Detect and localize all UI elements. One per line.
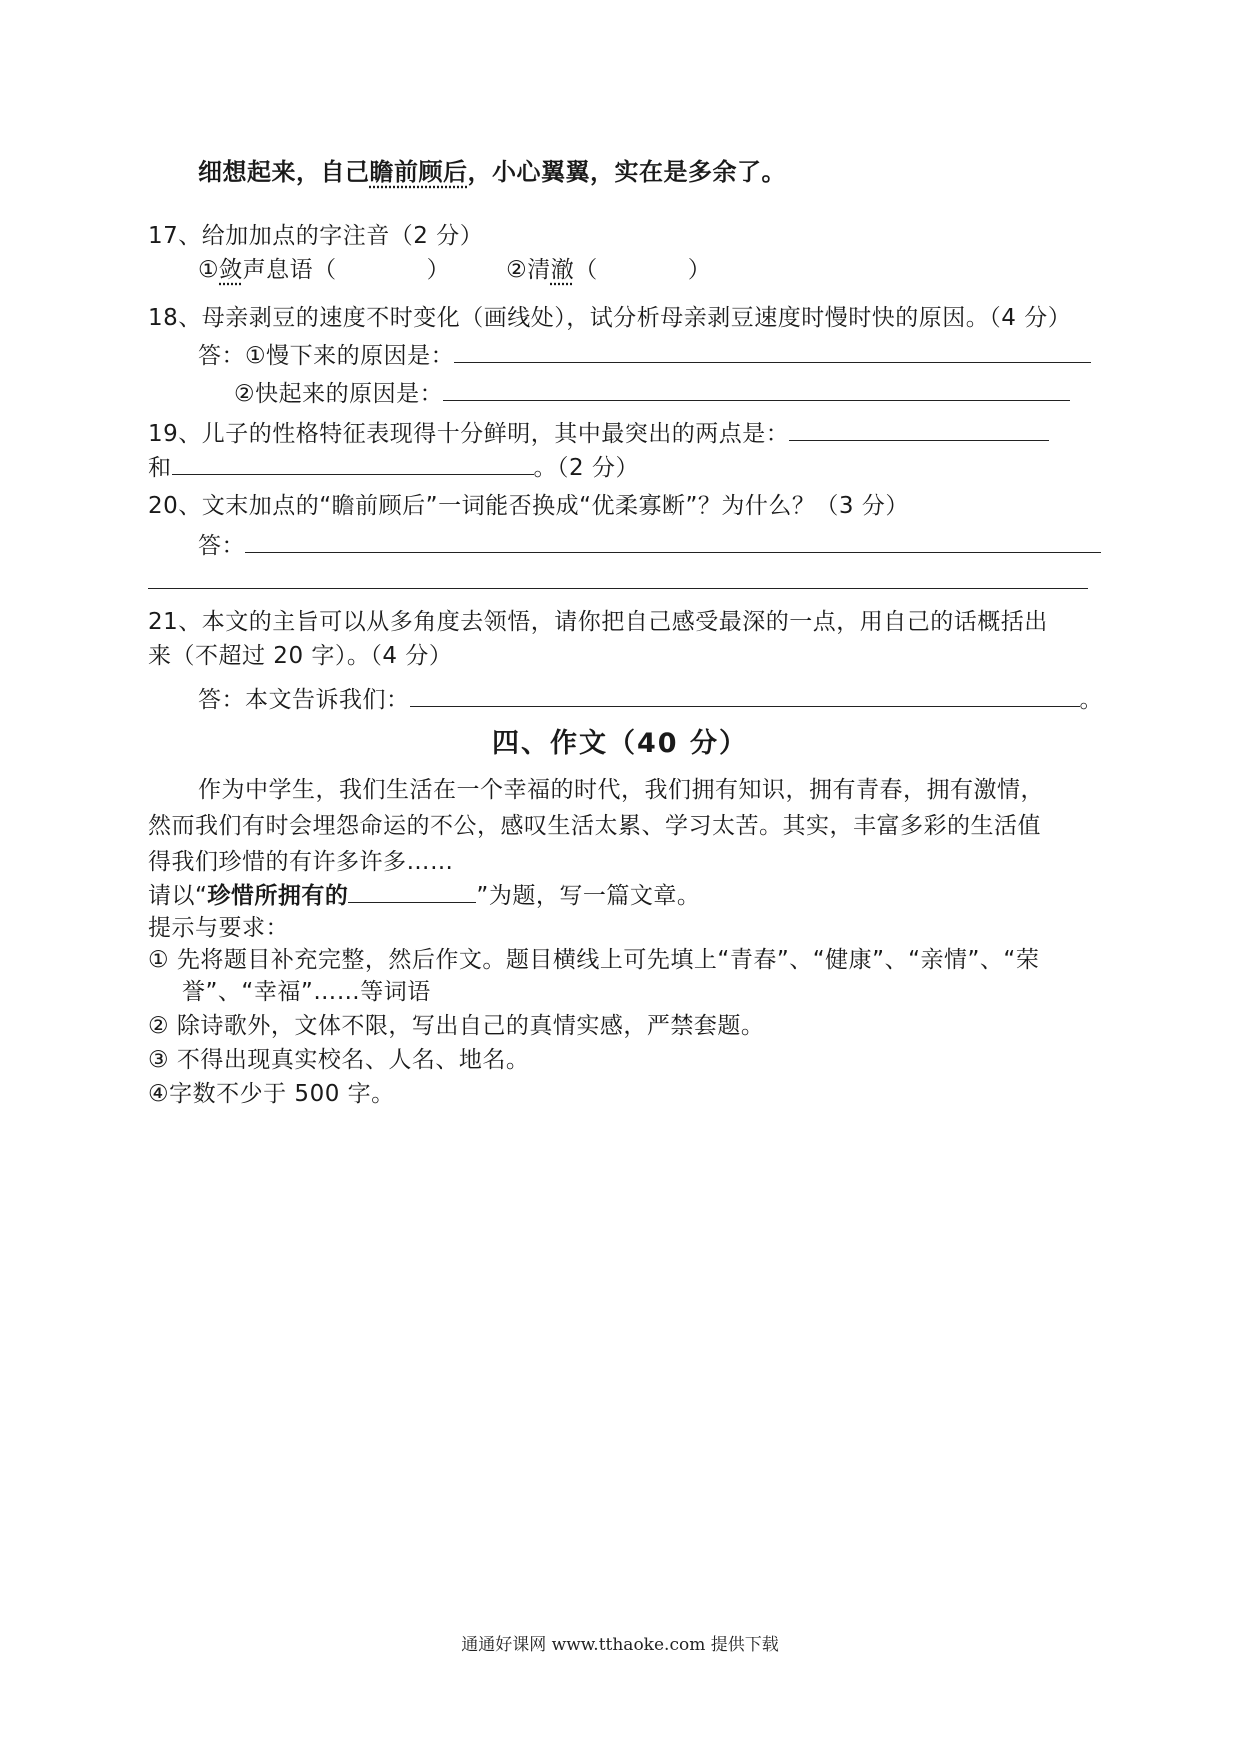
q18-answer1-label: 答：①慢下来的原因是： — [198, 343, 455, 369]
section4-tips-label: 提示与要求： — [148, 915, 289, 941]
q21-answer-blank[interactable] — [410, 684, 1080, 707]
q19-score: 。（2 分） — [533, 455, 639, 481]
q17-item1-close: ） — [426, 257, 451, 283]
passage-last-line — [198, 156, 786, 188]
q19-prompt: 19、儿子的性格特征表现得十分鲜明，其中最突出的两点是： — [148, 421, 790, 447]
section4-tip1-line1: ① 先将题目补充完整，然后作文。题目横线上可先填上“青春”、“健康”、“亲情”、“荣 — [148, 947, 1040, 973]
q17-item2-close: ） — [687, 257, 712, 283]
q17-prompt: 17、给加加点的字注音（2 分） — [148, 223, 484, 249]
section4-intro-line1: 作为中学生，我们生活在一个幸福的时代，我们拥有知识，拥有青春，拥有激情， — [198, 777, 1044, 803]
q18-prompt: 18、母亲剥豆的速度不时变化（画线处），试分析母亲剥豆速度时慢时快的原因。（4 分） — [148, 305, 1072, 331]
section4-task-pre: 请以“ — [148, 883, 208, 909]
section4-task-post: ”为题，写一篇文章。 — [476, 883, 701, 909]
q18-answer1 — [198, 340, 1091, 372]
q20-answer-blank2[interactable] — [148, 566, 1088, 589]
q17-items — [198, 254, 711, 286]
q19-blank1[interactable] — [789, 418, 1049, 441]
q21-prompt-line1: 21、本文的主旨可以从多角度去领悟，请你把自己感受最深的一点，用自己的话概括出 — [148, 609, 1048, 635]
section4-title: 四、作文（40 分） — [492, 728, 748, 759]
section4-tip4: ④字数不少于 500 字。 — [148, 1081, 395, 1107]
q20-answer-label: 答： — [198, 533, 245, 559]
section4-intro-line3: 得我们珍惜的有许多许多…… — [148, 849, 454, 875]
section4-intro-line2: 然而我们有时会埋怨命运的不公，感叹生活太累、学习太苦。其实，丰富多彩的生活值 — [148, 813, 1041, 839]
q18-answer1-blank[interactable] — [454, 340, 1091, 363]
q17-item1-dotted-char: 敛 — [219, 257, 243, 283]
q20-answer-blank1[interactable] — [245, 530, 1101, 553]
q21-answer-label: 答：本文告诉我们： — [198, 687, 410, 713]
section4-task-title: 珍惜所拥有的 — [207, 883, 349, 909]
q18-answer2-blank[interactable] — [443, 378, 1070, 401]
q20-answer — [198, 530, 1101, 562]
q19-and: 和 — [148, 455, 172, 481]
q19-prompt-line — [148, 418, 1049, 450]
q20-prompt: 20、文末加点的“瞻前顾后”一词能否换成“优柔寡断”？为什么？（3 分） — [148, 493, 909, 519]
section4-tip1-line2: 誉”、“幸福”……等词语 — [182, 979, 431, 1005]
q20-answer-line2 — [148, 566, 1088, 598]
q17-item2-open: （ — [574, 257, 598, 283]
passage-text-after: ，小心翼翼，实在是多余了。 — [467, 158, 786, 186]
passage-dotted-phrase: 瞻前顾后 — [369, 158, 468, 186]
section4-tip3: ③ 不得出现真实校名、人名、地名。 — [148, 1047, 530, 1073]
q21-answer — [198, 684, 1103, 716]
q21-prompt-line2: 来（不超过 20 字）。（4 分） — [148, 643, 453, 669]
q17-item1-number: ① — [198, 257, 220, 283]
section4-tip2: ② 除诗歌外，文体不限，写出自己的真情实感，严禁套题。 — [148, 1013, 765, 1039]
q19-second-line — [148, 452, 639, 484]
page-footer: 通通好课网 www.tthaoke.com 提供下载 — [461, 1635, 779, 1655]
section4-task-blank[interactable] — [348, 880, 476, 903]
q19-blank2[interactable] — [172, 452, 534, 475]
q18-answer2-label: ②快起来的原因是： — [234, 381, 444, 407]
q17-item1-text: 声息语（ — [242, 257, 337, 283]
q17-item2-dotted-char: 澈 — [550, 257, 575, 283]
section4-task — [148, 880, 700, 912]
passage-text-before: 细想起来，自己 — [198, 158, 370, 186]
q21-answer-end: 。 — [1079, 687, 1103, 713]
q18-answer2 — [234, 378, 1070, 410]
q17-item2-text: ②清 — [506, 257, 551, 283]
